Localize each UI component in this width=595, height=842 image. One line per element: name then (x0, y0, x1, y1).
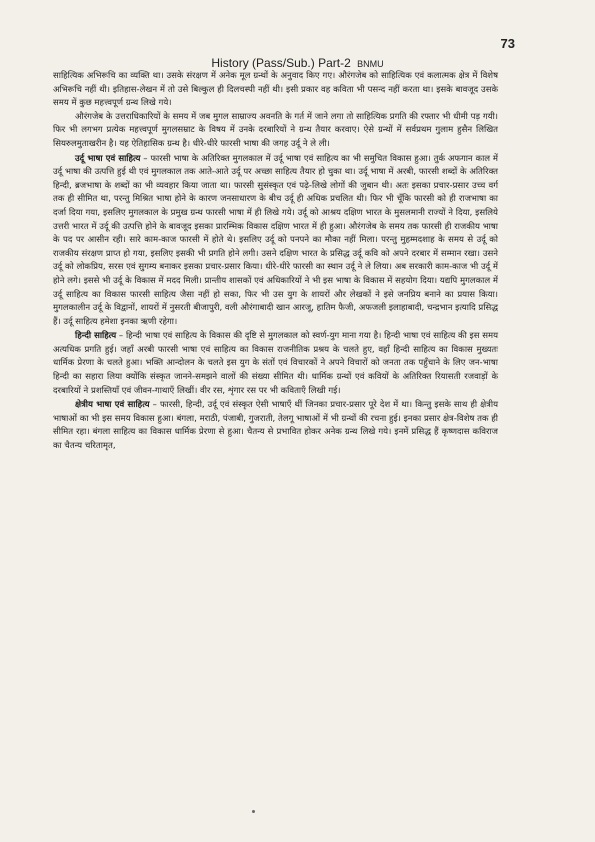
section-heading: हिन्दी साहित्य (75, 331, 117, 342)
paragraph-text: औरंगजेब के उत्तराधिकारियों के समय में जब मुगल साम्राज्य अवनति के गर्त में जाने लगा तो साहित्यिक प्रगति की रफ्तार भी धीमी पड़ गयी। फिर भी लगभग प्रत्येक महत्त्वपूर्ण मुगलसम्राट के विषय में उनके दरबारियों ने ग्रन्थ तैयार करवाए। ऐसे ग्रन्थों में सर्वप्रथम गुलाम हुसैन लिखित सियरुलमुताखरीन है। यह ऐतिहासिक ग्रन्थ है। धीरे-धीरे फारसी भाषा की जगह उर्दू ने ले ली। (53, 111, 498, 149)
section-urdu (53, 153, 498, 330)
paragraph-text: साहित्यिक अभिरूचि का व्यक्ति था। उसके संरक्षण में अनेक मूल ग्रन्थों के अनुवाद किए गए। औरंगजेब को साहित्यिक एवं कलात्मक क्षेत्र में विशेष अभिरूचि नहीं थी। इतिहास-लेखन में तो उसे बिल्कुल ही दिलचस्पी नहीं थी। इसी प्रकार वह कविता भी पसन्द नहीं करता था। इसके बावजूद उसके समय में कुछ महत्त्वपूर्ण ग्रन्थ लिखे गये। (53, 71, 498, 109)
heading-separator: – (116, 331, 126, 342)
page-number: 73 (500, 36, 515, 51)
page-speck (252, 810, 255, 813)
header-tag: BNMU (357, 59, 384, 69)
page-body (53, 70, 498, 454)
heading-separator: – (140, 153, 151, 164)
section-regional (53, 399, 498, 453)
running-header (0, 56, 595, 70)
paragraph-text: फारसी भाषा के अतिरिक्त मुगलकाल में उर्दू भाषा एवं साहित्य का भी समुचित विकास हुआ। तुर्क अफगान काल में उर्दू भाषा की उत्पत्ति हुई थी एवं मुगलकाल तक आते-आते उर्दू पर अच्छा साहित्य तैयार हो चुका था। उर्दू भाषा में अरबी, फारसी शब्दों के अतिरिक्त हिन्दी, ब्रजभाषा के शब्दों का भी व्यवहार किया जाता था। फारसी सुसंस्कृत एवं पढ़े-लिखे लोगों की जुबान थी। अतः इसका प्रचार-प्रसार उच्च वर्ग तक ही सीमित था, परन्तु मिश्रित भाषा होने के कारण जनसाधारण के बीच उर्दू ही अधिक प्रचलित थी। फिर भी चूँकि फारसी को ही राजभाषा का दर्जा दिया गया, इसलिए मुगलकाल के प्रमुख ग्रन्थ फारसी भाषा में ही लिखे गये। उर्दू को आश्रय दक्षिण भारत के मुसलमानी राज्यों ने दिया, इसलिये उत्तरी भारत में उर्दू की उत्पत्ति होने के बावजूद इसका प्रारम्भिक विकास दक्षिण भारत में ही हुआ। औरंगजेब के समय तक फारसी ही राजकीय भाषा के पद पर आसीन रही। सारे काम-काज फारसी में होते थे। इसलिए उर्दू को पनपने का मौका नहीं मिला। परन्तु मुहम्मदशाह के समय से उर्दू को राजकीय संरक्षण प्राप्त हो गया, इसलिए इसकी भी प्रगति होने लगी। उसने दक्षिण भारत के प्रसिद्ध उर्दू कवि को अपने दरबार में सम्मान रखा। उसने उर्दू को लोकप्रिय, सरस एवं सुगम्य बनाकर इसका प्रचार-प्रसार किया। धीरे-धीरे फारसी का स्थान उर्दू ने ले लिया। अब सरकारी काम-काज भी उर्दू में होने लगे। इससे भी उर्दू के विकास में मदद मिली। प्रान्तीय शासकों एवं अधिकारियों ने भी इस भाषा के विकास में सहयोग दिया। यद्यपि मुगलकाल में उर्दू साहित्य का विकास फारसी साहित्य जैसा नहीं हो सका, फिर भी उस युग के शायरों और लेखकों ने इसे जनप्रिय बनाने का प्रयास किया। मुगलकालीन उर्दू के विद्वानों, शायरों में नुसरती बीजापुरी, वली औरंगाबादी खान आरजू, हातिम फैजी, अफजली इलाहाबादी, चन्द्रभान इत्यादि प्रसिद्ध हैं। उर्दू साहित्य हमेशा इनका ऋणी रहेगा। (53, 153, 499, 327)
section-heading: क्षेत्रीय भाषा एवं साहित्य (75, 400, 150, 411)
paragraph (53, 111, 498, 152)
section-hindi (53, 330, 498, 398)
paragraph-text: हिन्दी भाषा एवं साहित्य के विकास की दृष्टि से मुगलकाल को स्वर्ण-युग माना गया है। हिन्दी भाषा एवं साहित्य की इस समय अत्यधिक प्रगति हुई। जहाँ अरबी फारसी भाषा एवं साहित्य का विकास राजनीतिक प्रश्रय के चलते हुए, वहाँ हिन्दी साहित्य का विकास मुख्यतः धार्मिक प्रेरणा के चलते हुआ। भक्ति आन्दोलन के चलते इस युग के संतों एवं विचारकों ने अपने विचारों को जनता तक पहुँचाने के लिए जन-भाषा हिन्दी का सहारा लिया क्योंकि संस्कृत जानने-समझने वालों की संख्या सीमित थी। धार्मिक ग्रन्थों एवं कवियों के अतिरिक्त रियासती रजवाड़ों के दरबारियों ने प्रशस्तियाँ एवं जीवन-गाथाएँ लिखीं। वीर रस, शृंगार रस पर भी कविताएँ लिखी गई। (53, 331, 499, 396)
paragraph (53, 70, 498, 111)
section-heading: उर्दू भाषा एवं साहित्य (75, 153, 141, 164)
paragraph-text: फारसी, हिन्दी, उर्दू एवं संस्कृत ऐसी भाषाएँ थीं जिनका प्रचार-प्रसार पूरे देश में था। किन्तु इसके साथ ही क्षेत्रीय भाषाओं का भी इस समय विकास हुआ। बंगला, मराठी, पंजाबी, गुजराती, तेलगू भाषाओं में भी ग्रन्थों की रचना हुई। इनका प्रसार क्षेत्र-विशेष तक ही सीमित रहा। बंगला साहित्य का विकास धार्मिक प्रेरणा से हुआ। चैतन्य से प्रभावित होकर अनेक ग्रन्थ लिखे गये। इनमें प्रसिद्ध हैं कृष्णदास कविराज का चैतन्य चरितामृत, (53, 400, 498, 452)
heading-separator: – (149, 400, 160, 411)
header-title: History (Pass/Sub.) Part-2 (211, 56, 351, 70)
